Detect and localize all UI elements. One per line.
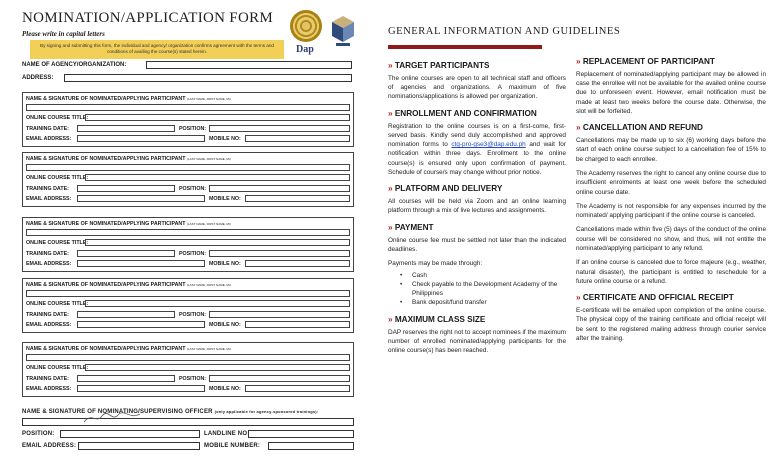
guidelines-right-column: [576, 56, 766, 349]
position-field[interactable]: [209, 125, 350, 132]
course-field[interactable]: [85, 114, 350, 121]
email-label: EMAIL ADDRESS:: [26, 386, 72, 392]
section-arrow-icon: »: [576, 57, 581, 66]
participant-block: [22, 152, 354, 207]
certificate-body: E-certificate will be emailed upon completion of the online course. The physical copy of the training certificate and official receipt will be sent to the registered mailing address through courier service after the training.: [576, 307, 766, 342]
institute-cube-icon: [330, 14, 356, 48]
officer-email-label: EMAIL ADDRESS:: [22, 443, 77, 449]
training-date-field[interactable]: [77, 125, 175, 132]
cancellation-p2: The Academy reserves the right to cancel any online course due to insufficient enrolments at least one week before the scheduled online course date.: [576, 170, 766, 196]
section-arrow-icon: »: [388, 108, 393, 118]
payment-section: [388, 222, 566, 308]
course-field[interactable]: [85, 364, 350, 371]
section-arrow-icon: »: [388, 61, 393, 70]
certificate-heading: CERTIFICATE AND OFFICIAL RECEIPT: [582, 293, 734, 303]
training-date-label: TRAINING DATE:: [26, 312, 69, 318]
mobile-label: MOBILE NO:: [209, 386, 241, 392]
section-arrow-icon: »: [576, 123, 581, 133]
officer-mobile-label: MOBILE NUMBER:: [204, 443, 261, 449]
participant-label: NAME & SIGNATURE OF NOMINATED/APPLYING PARTICIPANT: [26, 156, 186, 162]
payment-through: Payments may be made through:: [388, 260, 483, 268]
enrollment-body-a: Registration to the online courses is on a first-come, first-served basis. Kindly send duly accomplished and approved nomination forms to: [388, 122, 566, 149]
platform-heading: PLATFORM AND DELIVERY: [394, 184, 503, 194]
email-field[interactable]: [77, 385, 205, 392]
target-body: The online courses are open to all technical staff and officers of agencies and organizations. A maximum of five nominations/applications is allowed per organization.: [388, 74, 566, 101]
participant-hint: (LAST NAME, FIRST NAME, MI): [186, 222, 231, 226]
cancellation-p4: Cancellations made within five (5) days of the conduct of the online course will be considered no show, and thus, will not entitle the nominated/applying participant to any refund.: [576, 226, 766, 252]
max-class-section: [388, 314, 566, 356]
dap-seal-icon: [290, 10, 322, 42]
training-date-field[interactable]: [77, 250, 175, 257]
section-arrow-icon: »: [388, 222, 393, 232]
participant-field[interactable]: [26, 164, 350, 171]
enrollment-email-link[interactable]: ctg-pro-gse3@dap.edu.ph: [451, 141, 526, 149]
enrollment-body-b: and wait for notification within three days. Enrollment to the online course(s) is ensured only upon confirmation of payment. Schedule of course/s may change without prior notice.: [388, 141, 566, 177]
position-label: POSITION:: [179, 312, 207, 318]
position-label: POSITION:: [179, 251, 207, 257]
participant-hint: (LAST NAME, FIRST NAME, MI): [186, 97, 231, 101]
training-date-label: TRAINING DATE:: [26, 126, 69, 132]
officer-label: NAME & SIGNATURE OF NOMINATING/SUPERVISING OFFICER: [22, 409, 213, 415]
email-field[interactable]: [77, 321, 205, 328]
target-heading: TARGET PARTICIPANTS: [394, 61, 490, 70]
position-label: POSITION:: [179, 126, 207, 132]
payment-methods: [388, 271, 566, 308]
mobile-label: MOBILE NO:: [209, 322, 241, 328]
email-label: EMAIL ADDRESS:: [26, 136, 72, 142]
max-class-heading: MAXIMUM CLASS SIZE: [394, 314, 486, 324]
officer-hint: (only applicable for agency-sponsored trainings):: [214, 409, 319, 414]
terms-notice: By signing and submitting this form, the individual and agency/ organization confirms agreement with the terms and conditions of availing the course(s) stated herein.: [30, 40, 284, 59]
payment-method: • Bank deposit/fund transfer: [388, 298, 566, 307]
email-field[interactable]: [77, 260, 205, 267]
cancellation-section: [576, 122, 766, 286]
form-title: NOMINATION/APPLICATION FORM: [22, 10, 274, 26]
officer-landline-field[interactable]: [248, 430, 354, 438]
training-date-field[interactable]: [77, 375, 175, 382]
email-label: EMAIL ADDRESS:: [26, 196, 72, 202]
course-field[interactable]: [85, 300, 350, 307]
section-arrow-icon: »: [576, 293, 581, 303]
title-rule: [388, 45, 542, 49]
signature-scribble-icon: [82, 410, 142, 426]
dap-logo-text: Dap: [296, 44, 314, 55]
officer-landline-label: LANDLINE NO:: [204, 431, 250, 437]
payment-heading: PAYMENT: [394, 222, 434, 232]
course-label: ONLINE COURSE TITLE:: [26, 365, 89, 371]
email-field[interactable]: [77, 195, 205, 202]
max-class-body: DAP reserves the right not to accept nominees if the maximum number of enrolled nominated/applying participants for the online course(s) has been reached.: [388, 328, 566, 355]
address-label: ADDRESS:: [22, 75, 54, 81]
officer-email-field[interactable]: [78, 442, 200, 450]
participant-label: NAME & SIGNATURE OF NOMINATED/APPLYING PARTICIPANT: [26, 96, 186, 102]
course-field[interactable]: [85, 239, 350, 246]
position-field[interactable]: [209, 375, 350, 382]
participant-hint: (LAST NAME, FIRST NAME, MI): [186, 157, 231, 161]
mobile-field[interactable]: [245, 260, 350, 267]
participant-field[interactable]: [26, 290, 350, 297]
course-label: ONLINE COURSE TITLE:: [26, 115, 89, 121]
officer-mobile-field[interactable]: [268, 442, 354, 450]
nomination-form: [0, 0, 378, 466]
participant-label: NAME & SIGNATURE OF NOMINATED/APPLYING PARTICIPANT: [26, 221, 186, 227]
training-date-field[interactable]: [77, 311, 175, 318]
participant-field[interactable]: [26, 104, 350, 111]
participant-field[interactable]: [26, 354, 350, 361]
participant-block: [22, 278, 354, 333]
position-label: POSITION:: [179, 376, 207, 382]
email-label: EMAIL ADDRESS:: [26, 261, 72, 267]
mobile-label: MOBILE NO:: [209, 196, 241, 202]
training-date-label: TRAINING DATE:: [26, 251, 69, 257]
officer-position-label: POSITION:: [22, 431, 55, 437]
payment-body: Online course fee must be settled not later than the indicated deadlines.: [388, 236, 566, 253]
agency-label: NAME OF AGENCY/ORGANIZATION:: [22, 62, 127, 68]
course-field[interactable]: [85, 174, 350, 181]
participant-field[interactable]: [26, 229, 350, 236]
guidelines: [386, 0, 768, 466]
position-label: POSITION:: [179, 186, 207, 192]
payment-method: • Check payable to the Development Academy of the Philippines: [388, 280, 566, 299]
email-label: EMAIL ADDRESS:: [26, 322, 72, 328]
payment-method: • Cash: [388, 271, 566, 280]
enrollment-heading: ENROLLMENT AND CONFIRMATION: [394, 108, 537, 118]
officer-field[interactable]: [22, 418, 354, 426]
section-arrow-icon: »: [388, 314, 393, 324]
target-section: [388, 60, 566, 102]
participant-label: NAME & SIGNATURE OF NOMINATED/APPLYING PARTICIPANT: [26, 346, 186, 352]
course-label: ONLINE COURSE TITLE:: [26, 175, 89, 181]
mobile-field[interactable]: [245, 195, 350, 202]
platform-body: All courses will be held via Zoom and an online learning platform through a mix of live lectures and assignments.: [388, 198, 566, 215]
training-date-field[interactable]: [77, 185, 175, 192]
mobile-label: MOBILE NO:: [209, 136, 241, 142]
cancellation-p5: If an online course is canceled due to force majeure (e.g., weather, natural disaster), the participant is entitled to reschedule for a future online course or a refund.: [576, 259, 766, 285]
participant-block: [22, 92, 354, 147]
participant-block: [22, 342, 354, 397]
enrollment-section: [388, 108, 566, 178]
position-field[interactable]: [209, 185, 350, 192]
position-field[interactable]: [209, 311, 350, 318]
course-label: ONLINE COURSE TITLE:: [26, 301, 89, 307]
certificate-section: [576, 292, 766, 343]
replacement-body: Replacement of nominated/applying participant may be allowed in case the enrollee will not be available for the availed online course due to unforeseen event. However, email notification must be made at least two weeks before the course date. Otherwise, the slot will be forfeited.: [576, 70, 766, 116]
agency-field[interactable]: [146, 61, 352, 69]
course-label: ONLINE COURSE TITLE:: [26, 240, 89, 246]
guidelines-title: GENERAL INFORMATION AND GUIDELINES: [388, 26, 621, 37]
cancellation-p3: The Academy is not responsible for any expenses incurred by the nominated/ applying participant if the online course is canceled.: [576, 202, 766, 220]
cancellation-heading: CANCELLATION AND REFUND: [582, 123, 703, 133]
guidelines-left-column: [388, 60, 566, 361]
platform-section: [388, 183, 566, 215]
logos: [290, 10, 360, 56]
mobile-field[interactable]: [245, 135, 350, 142]
training-date-label: TRAINING DATE:: [26, 376, 69, 382]
cancellation-p1: Cancellations may be made up to six (6) working days before the start of each online course subject to a cancellation fee of 15% to be charged to each enrollee.: [576, 137, 766, 163]
officer-position-field[interactable]: [60, 430, 200, 438]
mobile-field[interactable]: [245, 385, 350, 392]
address-field[interactable]: [64, 74, 352, 82]
mobile-field[interactable]: [245, 321, 350, 328]
mobile-label: MOBILE NO:: [209, 261, 241, 267]
replacement-section: [576, 56, 766, 116]
participant-label: NAME & SIGNATURE OF NOMINATED/APPLYING PARTICIPANT: [26, 282, 186, 288]
participant-block: [22, 217, 354, 272]
participant-hint: (LAST NAME, FIRST NAME, MI): [186, 347, 231, 351]
section-arrow-icon: »: [388, 184, 393, 194]
participant-hint: (LAST NAME, FIRST NAME, MI): [186, 283, 231, 287]
replacement-heading: REPLACEMENT OF PARTICIPANT: [582, 57, 715, 66]
capital-letters-note: Please write in capital letters: [22, 30, 105, 38]
position-field[interactable]: [209, 250, 350, 257]
training-date-label: TRAINING DATE:: [26, 186, 69, 192]
email-field[interactable]: [77, 135, 205, 142]
